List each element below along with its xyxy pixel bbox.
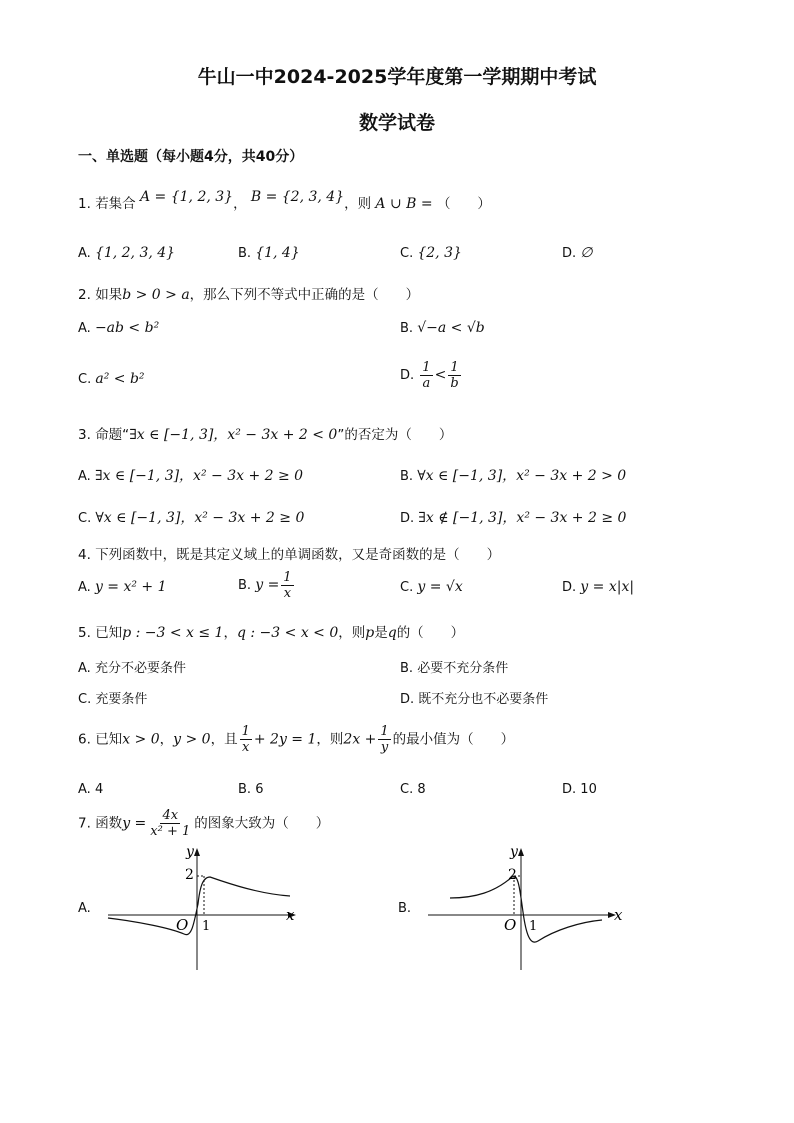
option-1b: B. {1, 4} (238, 245, 300, 261)
set-b: B = {2, 3, 4} (250, 189, 345, 205)
question-4 (78, 543, 500, 563)
option-4b: B. y = $\frac{1}{x}$ (238, 570, 292, 601)
option-6a: A. 4 (78, 782, 104, 797)
question-number: 1. (78, 196, 91, 212)
condition-q: q : −3 < x < 0 (236, 625, 339, 641)
set-a: A = {1, 2, 3} (139, 189, 234, 205)
question-1 (78, 189, 491, 212)
answer-bracket: （ ） (436, 196, 491, 212)
x-label: x (614, 906, 623, 924)
option-4a: A. y = x² + 1 (78, 579, 167, 595)
option-5b: B. 必要不充分条件 (400, 661, 509, 676)
question-text: ”的否定为（ ） (337, 427, 453, 443)
question-number: 3. (78, 427, 91, 443)
option-2c: C. a² < b² (78, 371, 145, 387)
option-1d: D. ∅ (562, 245, 593, 261)
exam-subtitle: 数学试卷 (358, 112, 435, 134)
y-label: y (510, 844, 518, 860)
option-5c: C. 充要条件 (78, 692, 148, 707)
proposition: ∃x ∈ [−1, 3]，x² − 3x + 2 < 0 (129, 427, 338, 443)
option-6c: C. 8 (400, 782, 426, 797)
question-7: 7. 函数y = $\frac{4x}{\text{x² + 1}}$ 的图象大致为（ ） (78, 808, 330, 839)
option-4d: D. y = x|x| (562, 579, 635, 595)
exam-title: 牛山一中2024-2025学年度第一学期期中考试 (197, 66, 597, 88)
option-3c: C. ∀x ∈ [−1, 3]，x² − 3x + 2 ≥ 0 (78, 510, 305, 526)
x-label: x (286, 906, 295, 924)
option-2b: B. √−a < √b (400, 320, 485, 336)
option-7b-label: B. (398, 901, 412, 916)
option-3b: B. ∀x ∈ [−1, 3]，x² − 3x + 2 > 0 (400, 468, 627, 484)
question-text: 下列函数中，既是其定义域上的单调函数，又是奇函数的是（ ） (95, 547, 501, 563)
option-4c: C. y = √x (400, 579, 463, 595)
question-number: 7. (78, 815, 91, 832)
question-3 (78, 423, 452, 444)
option-1c: C. {2, 3} (400, 245, 462, 261)
section-heading: 一、单选题（每小题4分，共40分） (78, 149, 304, 165)
option-5a: A. 充分不必要条件 (78, 661, 186, 676)
condition-p: p : −3 < x ≤ 1 (122, 625, 224, 641)
option-1a: A. {1, 2, 3, 4} (78, 245, 176, 261)
tick-1: 1 (202, 919, 211, 934)
question-number: 6. (78, 731, 91, 748)
question-5: 5. 已知p : −3 < x ≤ 1，q : −3 < x < 0，则p是q的（ ） (78, 625, 465, 641)
question-number: 2. (78, 287, 91, 303)
union-expression: A ∪ B = (375, 196, 433, 212)
y-axis-arrow (194, 848, 200, 856)
question-text: 如果 (95, 287, 123, 303)
y-label: y (186, 844, 194, 860)
origin-label: O (504, 916, 517, 934)
graph-option-a (100, 842, 310, 974)
option-3d: D. ∃x ∉ [−1, 3]，x² − 3x + 2 ≥ 0 (400, 510, 627, 526)
tick-2: 2 (185, 867, 194, 883)
option-7a-label: A. (78, 901, 91, 916)
option-6d: D. 10 (562, 782, 597, 797)
option-3a: A. ∃x ∈ [−1, 3]，x² − 3x + 2 ≥ 0 (78, 468, 304, 484)
separator: ， (233, 196, 247, 212)
question-text: 命题“ (95, 427, 130, 443)
origin-label: O (176, 916, 189, 934)
condition: b > 0 > a (122, 287, 190, 303)
option-5d: D. 既不充分也不必要条件 (400, 692, 549, 707)
tick-2: 2 (508, 867, 517, 883)
question-2 (78, 283, 419, 303)
y-axis-arrow (518, 848, 524, 856)
question-6: 6. 已知x > 0，y > 0，且 $\frac{1}{x}$ + 2y = 1，则2x + $\frac{1}{y}$ 的最小值为（ ） (78, 724, 515, 755)
option-2d: D. $\frac{1}{a}$ < $\frac{1}{b}$ (400, 360, 459, 391)
question-number: 4. (78, 547, 91, 563)
curve-a (108, 877, 290, 935)
option-2a: A. −ab < b² (78, 320, 160, 336)
option-6b: B. 6 (238, 782, 264, 797)
question-text: 若集合 (95, 196, 136, 212)
question-text: 已知 (95, 625, 123, 641)
curve-b (450, 876, 602, 942)
tick-1: 1 (529, 919, 538, 934)
graph-option-b (420, 842, 630, 974)
question-text: ，则 (344, 196, 372, 212)
question-text: ，那么下列不等式中正确的是（ ） (189, 287, 420, 303)
question-number: 5. (78, 625, 91, 641)
